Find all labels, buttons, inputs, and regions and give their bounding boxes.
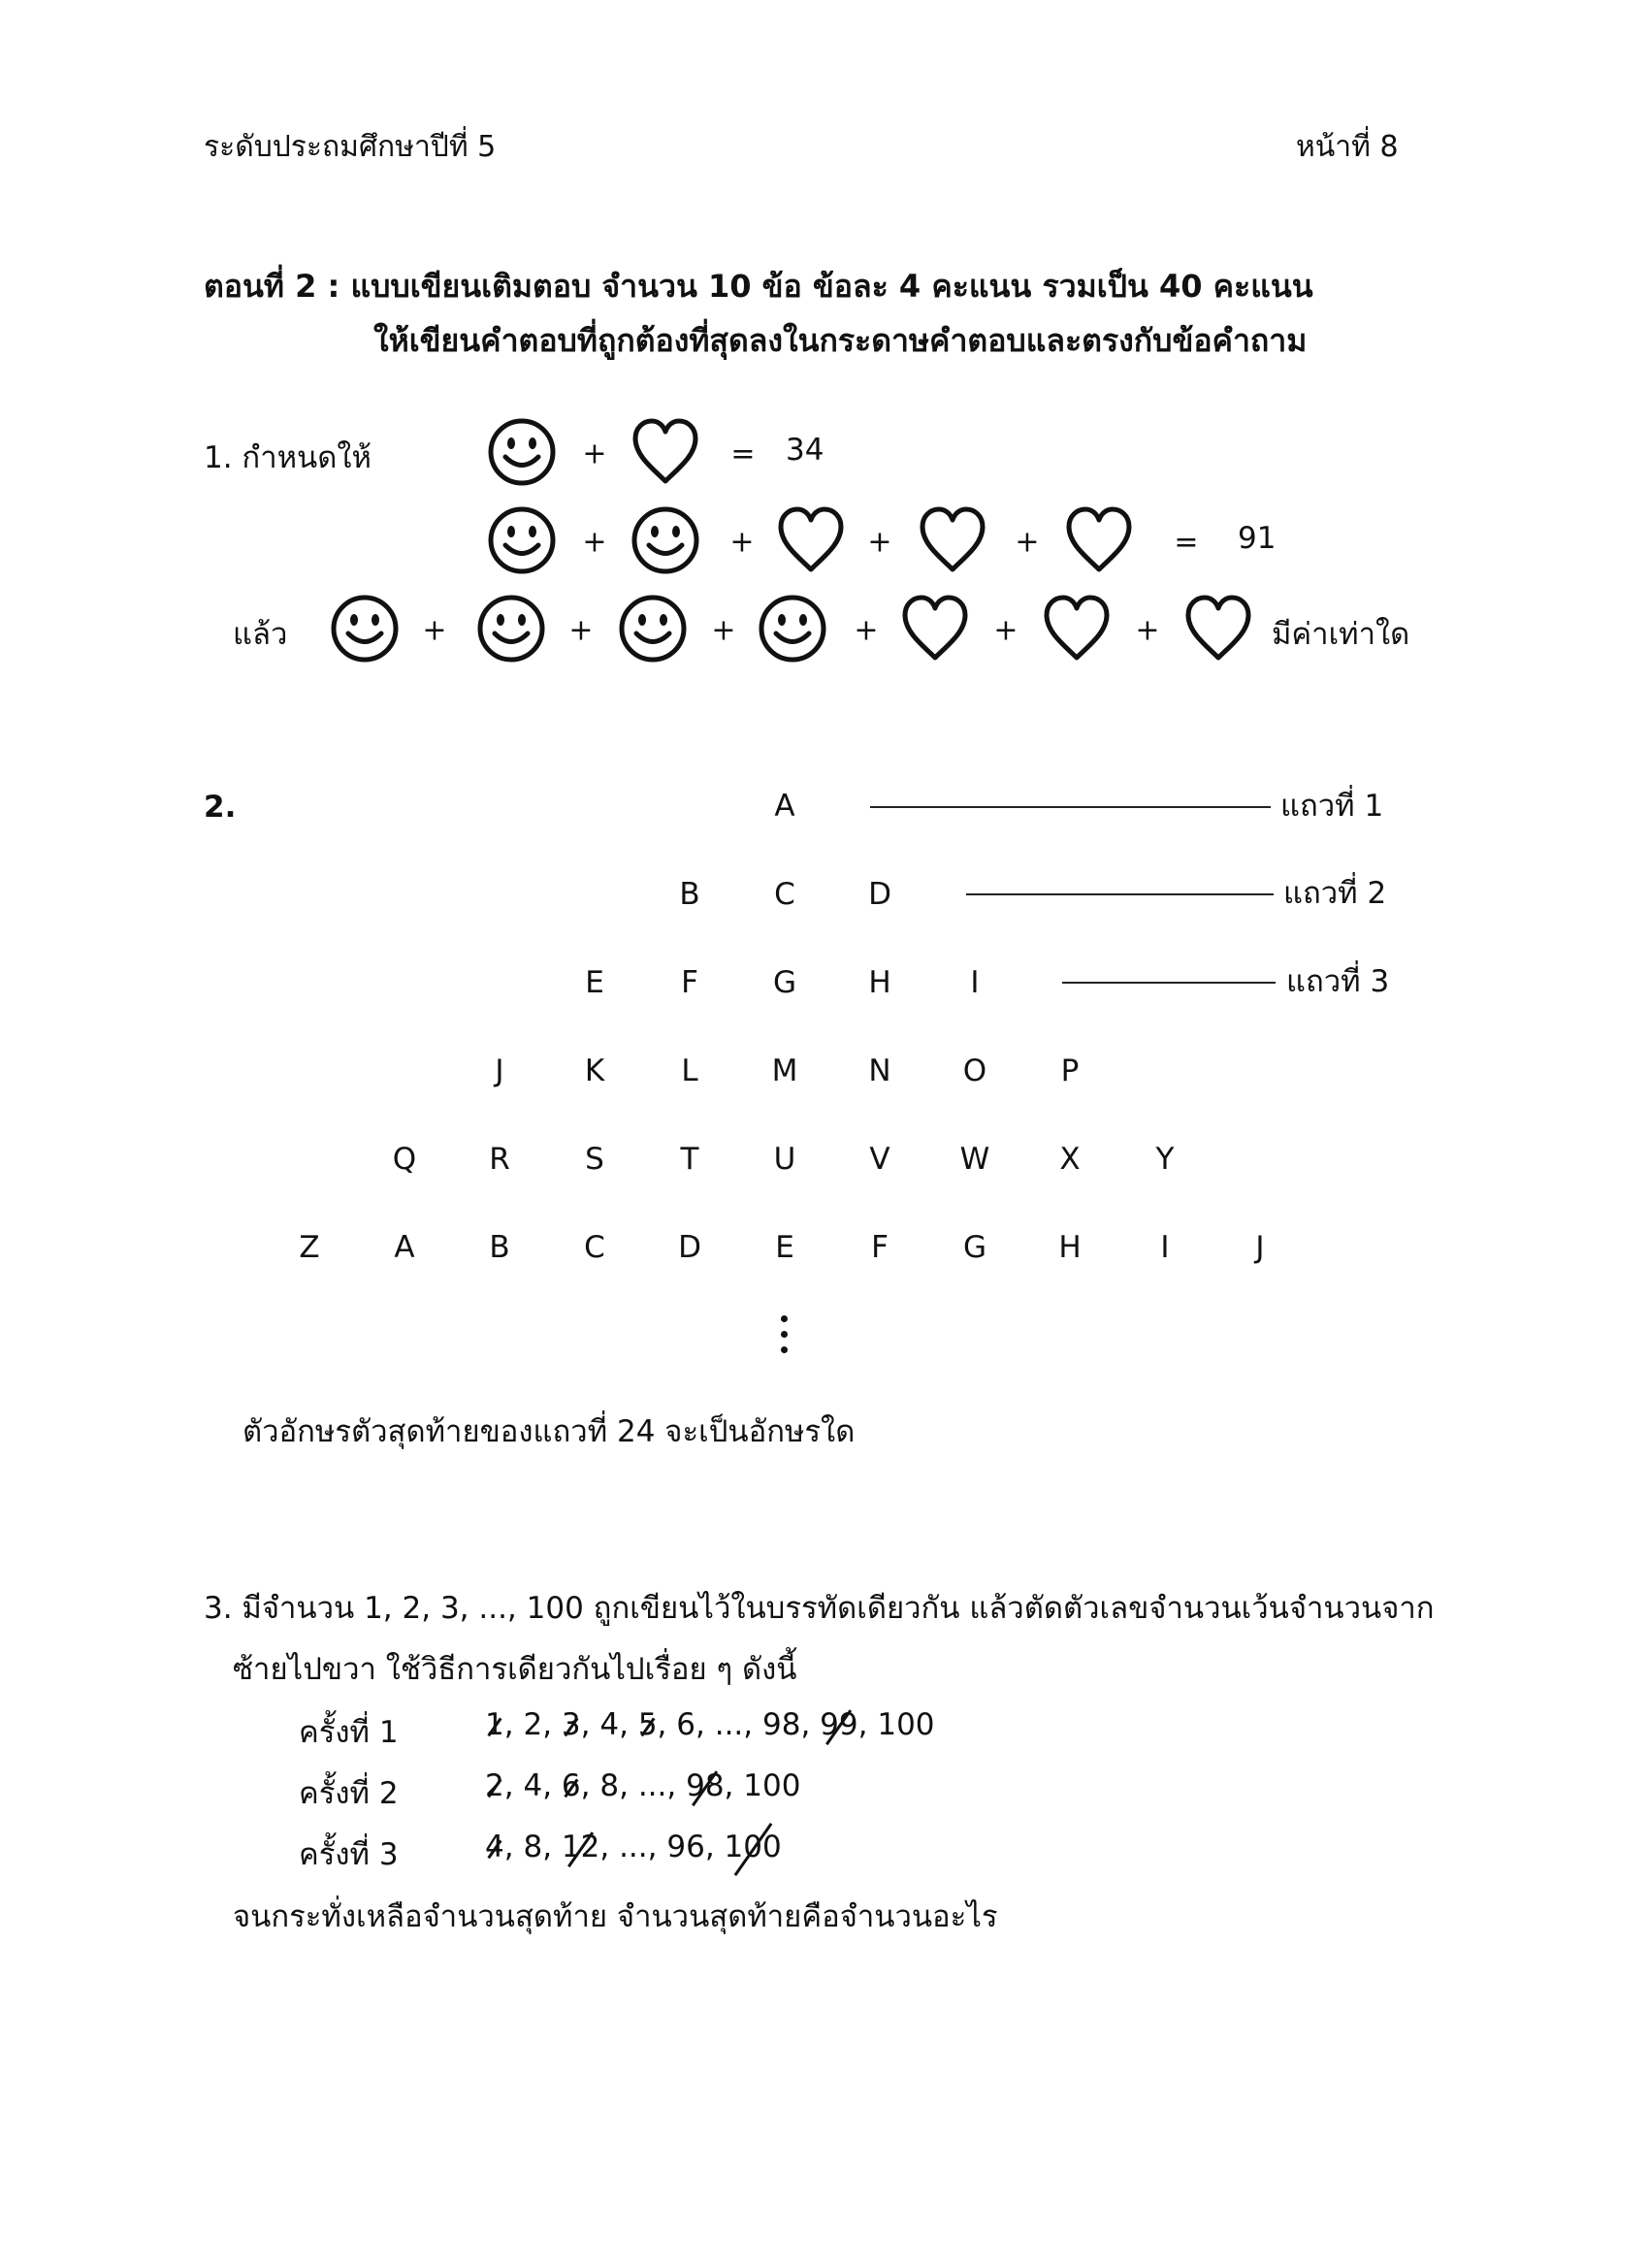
pyramid-letter: T <box>680 1142 699 1177</box>
pyramid-letter: I <box>970 965 980 1000</box>
heart-outline-icon <box>1042 594 1112 664</box>
round-3-label: ครั้งที่ 3 <box>299 1837 399 1872</box>
q1-eq2-result: 91 <box>1238 521 1277 556</box>
smiley-face-icon <box>758 594 827 664</box>
crossed-out-number: 12 <box>561 1830 600 1864</box>
equals-sign: = <box>730 437 756 471</box>
smiley-face-icon <box>487 417 557 487</box>
heart-outline-icon <box>900 594 970 664</box>
crossed-out-number: 100 <box>724 1830 782 1864</box>
crossed-out-number: 2 <box>485 1768 504 1803</box>
plus-sign: + <box>867 525 892 560</box>
pyramid-letter: C <box>584 1230 605 1265</box>
pyramid-letter: F <box>871 1230 889 1265</box>
crossed-out-number: 3 <box>561 1707 581 1742</box>
row-1-pointer-line <box>870 806 1271 808</box>
pyramid-letter: K <box>584 1053 605 1088</box>
pyramid-letter: J <box>495 1053 504 1088</box>
smiley-face-icon <box>476 594 546 664</box>
plus-sign: + <box>993 613 1018 648</box>
plus-sign: + <box>568 613 594 648</box>
row-2-pointer-line <box>966 893 1274 895</box>
pyramid-letter: W <box>959 1142 990 1177</box>
pyramid-letter: Y <box>1155 1142 1175 1177</box>
plus-sign: + <box>711 613 736 648</box>
crossed-out-number: 6 <box>561 1768 581 1803</box>
sequence-number: 98 <box>762 1707 801 1742</box>
pyramid-letter: A <box>394 1230 415 1265</box>
equals-sign: = <box>1174 525 1199 560</box>
pyramid-letter: Z <box>299 1230 320 1265</box>
row-1-label: แถวที่ 1 <box>1280 789 1384 824</box>
q3-intro-line-1: 3. มีจำนวน 1, 2, 3, ..., 100 ถูกเขียนไว้ในบรรทัดเดียวกัน แล้วตัดตัวเลขจำนวนเว้นจำนวนจาก <box>204 1591 1435 1626</box>
q1-eq1-result: 34 <box>786 433 824 468</box>
plus-sign: + <box>1015 525 1040 560</box>
pyramid-letter: J <box>1255 1230 1265 1265</box>
plus-sign: + <box>854 613 879 648</box>
section-instruction: ให้เขียนคำตอบที่ถูกต้องที่สุดลงในกระดาษคำตอบและตรงกับข้อคำถาม <box>373 322 1308 359</box>
crossed-out-number: 99 <box>820 1707 858 1742</box>
page-number: หน้าที่ 8 <box>1296 130 1399 164</box>
pyramid-letter: O <box>962 1053 987 1088</box>
pyramid-letter: D <box>678 1230 701 1265</box>
sequence-number: 2 <box>523 1707 543 1742</box>
pyramid-letter: C <box>774 877 795 912</box>
round-2-sequence: 2, 4, 6, 8, ..., 98, 100 <box>485 1768 801 1803</box>
pyramid-letter: U <box>773 1142 796 1177</box>
sequence-number: ... <box>714 1707 744 1742</box>
pyramid-letter: H <box>868 965 891 1000</box>
sequence-number: 4 <box>523 1768 543 1803</box>
pyramid-letter: L <box>681 1053 698 1088</box>
pyramid-letter: E <box>585 965 604 1000</box>
plus-sign: + <box>422 613 447 648</box>
crossed-out-number: 5 <box>637 1707 658 1742</box>
pyramid-letter: Q <box>392 1142 417 1177</box>
pyramid-letter: S <box>585 1142 604 1177</box>
plus-sign: + <box>729 525 755 560</box>
grade-level-header: ระดับประถมศึกษาปีที่ 5 <box>204 130 497 164</box>
pyramid-letter: E <box>775 1230 794 1265</box>
pyramid-letter: X <box>1059 1142 1081 1177</box>
heart-outline-icon <box>776 505 846 575</box>
pyramid-letter: H <box>1058 1230 1082 1265</box>
smiley-face-icon <box>630 505 700 575</box>
plus-sign: + <box>582 437 607 471</box>
pyramid-letter: N <box>868 1053 891 1088</box>
sequence-number: 100 <box>743 1768 801 1803</box>
sequence-number: ... <box>619 1830 648 1864</box>
q2-question: ตัวอักษรตัวสุดท้ายของแถวที่ 24 จะเป็นอักษรใด <box>242 1414 856 1449</box>
continuation-dots <box>779 1315 789 1362</box>
pyramid-letter: I <box>1160 1230 1170 1265</box>
pyramid-letter: V <box>869 1142 890 1177</box>
pyramid-letter: P <box>1060 1053 1080 1088</box>
smiley-face-icon <box>330 594 400 664</box>
sequence-number: 100 <box>877 1707 935 1742</box>
plus-sign: + <box>1135 613 1160 648</box>
crossed-out-number: 4 <box>485 1830 504 1864</box>
heart-outline-icon <box>918 505 987 575</box>
sequence-number: 4 <box>599 1707 620 1742</box>
smiley-face-icon <box>618 594 688 664</box>
round-2-label: ครั้งที่ 2 <box>299 1776 399 1811</box>
pyramid-letter: B <box>489 1230 510 1265</box>
pyramid-letter: B <box>679 877 700 912</box>
sequence-number: 8 <box>523 1830 543 1864</box>
pyramid-letter: F <box>681 965 698 1000</box>
round-1-label: ครั้งที่ 1 <box>299 1715 399 1750</box>
crossed-out-number: 1 <box>485 1707 504 1742</box>
q1-then-label: แล้ว <box>233 617 288 652</box>
pyramid-letter: G <box>772 965 797 1000</box>
heart-outline-icon <box>1183 594 1253 664</box>
crossed-out-number: 98 <box>686 1768 725 1803</box>
q3-question: จนกระทั่งเหลือจำนวนสุดท้าย จำนวนสุดท้ายคือจำนวนอะไร <box>233 1899 998 1934</box>
pyramid-letter: M <box>771 1053 798 1088</box>
row-2-label: แถวที่ 2 <box>1283 876 1387 911</box>
q2-number: 2. <box>204 790 237 825</box>
section-title: ตอนที่ 2 : แบบเขียนเติมตอบ จำนวน 10 ข้อ ข้อละ 4 คะแนน รวมเป็น 40 คะแนน <box>204 268 1313 305</box>
smiley-face-icon <box>487 505 557 575</box>
heart-outline-icon <box>630 417 700 487</box>
q1-label: 1. กำหนดให้ <box>204 440 372 475</box>
pyramid-letter: R <box>489 1142 510 1177</box>
plus-sign: + <box>582 525 607 560</box>
pyramid-letter: D <box>868 877 891 912</box>
pyramid-letter: A <box>774 789 795 824</box>
row-3-label: แถวที่ 3 <box>1286 964 1390 999</box>
sequence-number: ... <box>637 1768 667 1803</box>
q1-ask: มีค่าเท่าใด <box>1272 617 1410 652</box>
pyramid-letter: G <box>962 1230 987 1265</box>
sequence-number: 8 <box>599 1768 620 1803</box>
round-1-sequence: 1, 2, 3, 4, 5, 6, ..., 98, 99, 100 <box>485 1707 935 1742</box>
round-3-sequence: 4, 8, 12, ..., 96, 100 <box>485 1830 782 1864</box>
heart-outline-icon <box>1064 505 1134 575</box>
sequence-number: 96 <box>666 1830 705 1864</box>
row-3-pointer-line <box>1062 982 1276 984</box>
sequence-number: 6 <box>676 1707 695 1742</box>
q3-intro-line-2: ซ้ายไปขวา ใช้วิธีการเดียวกันไปเรื่อย ๆ ดังนี้ <box>233 1652 797 1687</box>
